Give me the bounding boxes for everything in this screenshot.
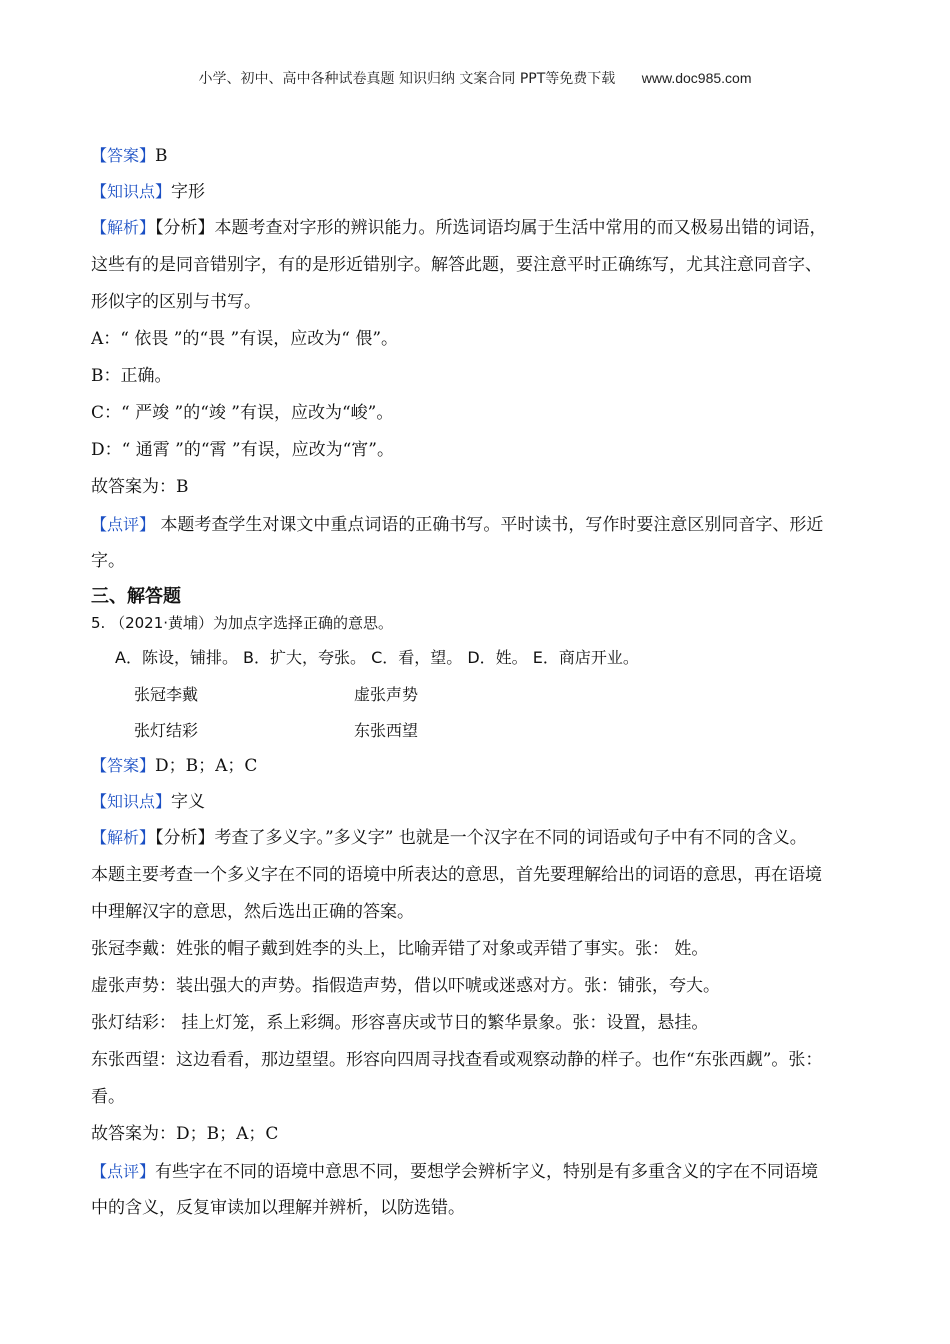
word-start: 东 bbox=[354, 721, 371, 740]
q4-analysis-line-1 bbox=[91, 217, 881, 239]
answer-tag: 【答案】 bbox=[91, 756, 156, 775]
q5-analysis-line-2: 本题主要考查一个多义字在不同的语境中所表达的意思，首先要理解给出的词语的意思，再在语境 bbox=[91, 865, 822, 885]
dotted-char: 张 bbox=[370, 721, 387, 740]
review-text: 有些字在不同的语境中意思不同，要想学会辨析字义，特别是有多重含义的字在不同语境 bbox=[155, 1162, 819, 1182]
q4-knowledge-point bbox=[91, 181, 881, 203]
q5-review-line-1 bbox=[91, 1161, 881, 1183]
review-tag: 【点评】 bbox=[91, 1162, 156, 1181]
word-rest: 灯结彩 bbox=[150, 721, 199, 740]
q4-option-d: D：“ 通霄 ”的“霄 ”有误，应改为“宵”。 bbox=[91, 440, 394, 460]
header-text: 小学、初中、高中各种试卷真题 知识归纳 文案合同 PPT等免费下载 bbox=[198, 71, 616, 87]
q4-review-line-2: 字。 bbox=[91, 551, 125, 571]
word-rest: 西望 bbox=[386, 721, 419, 740]
q4-analysis-line-3: 形似字的区别与书写。 bbox=[91, 292, 261, 312]
q5-word-4 bbox=[354, 720, 574, 742]
knowledge-value: 字形 bbox=[171, 182, 206, 202]
section-heading: 三、解答题 bbox=[91, 586, 181, 607]
q5-explanation-4-line-1: 东张西望：这边看看，那边望望。形容向四周寻找查看或观察动静的样子。也作“东张西觑”。张： bbox=[91, 1050, 823, 1070]
word-rest: 声势 bbox=[386, 685, 419, 704]
dotted-char: 张 bbox=[134, 685, 151, 704]
q5-analysis-line-1 bbox=[91, 827, 891, 849]
q4-option-b: B：正确。 bbox=[91, 366, 172, 386]
answer-value: B bbox=[155, 146, 168, 166]
dotted-char: 张 bbox=[134, 721, 151, 740]
dotted-char: 张 bbox=[370, 685, 387, 704]
q5-conclusion: 故答案为：D；B；A；C bbox=[91, 1124, 279, 1144]
page-header bbox=[0, 68, 950, 88]
word-rest: 冠李戴 bbox=[150, 685, 199, 704]
q5-explanation-1: 张冠李戴：姓张的帽子戴到姓李的头上，比喻弄错了对象或弄错了事实。张： 姓。 bbox=[91, 939, 709, 959]
q4-option-a: A：“ 依畏 ”的“畏 ”有误，应改为“ 偎”。 bbox=[91, 329, 399, 349]
q5-choices: A．陈设，铺排。 B．扩大，夸张。 C．看，望。 D．姓。 E．商店开业。 bbox=[115, 648, 639, 667]
q5-question: 5. （2021·黄埔）为加点字选择正确的意思。 bbox=[91, 614, 394, 632]
analysis-text: 【分析】考查了多义字。”多义字” 也就是一个汉字在不同的词语或句子中有不同的含义。 bbox=[155, 828, 807, 848]
q5-explanation-4-line-2: 看。 bbox=[91, 1087, 125, 1107]
knowledge-tag: 【知识点】 bbox=[91, 792, 172, 811]
q4-option-c: C：“ 严竣 ”的“竣 ”有误，应改为“峻”。 bbox=[91, 403, 394, 423]
q5-word-1 bbox=[134, 684, 354, 706]
analysis-tag: 【解析】 bbox=[91, 218, 156, 237]
answer-value: D；B；A；C bbox=[155, 756, 258, 776]
header-site-link[interactable]: www.doc985.com bbox=[641, 70, 752, 86]
review-tag: 【点评】 bbox=[91, 515, 156, 534]
knowledge-tag: 【知识点】 bbox=[91, 182, 172, 201]
q4-conclusion: 故答案为：B bbox=[91, 477, 189, 497]
q5-knowledge-point bbox=[91, 791, 881, 813]
q5-answer bbox=[91, 755, 881, 777]
review-text: 本题考查学生对课文中重点词语的正确书写。平时读书，写作时要注意区别同音字、形近 bbox=[155, 515, 824, 535]
knowledge-value: 字义 bbox=[171, 792, 206, 812]
q5-explanation-2: 虚张声势：装出强大的声势。指假造声势，借以吓唬或迷惑对方。张：铺张，夸大。 bbox=[91, 976, 720, 996]
analysis-tag: 【解析】 bbox=[91, 828, 156, 847]
answer-tag: 【答案】 bbox=[91, 146, 156, 165]
q5-word-2 bbox=[354, 684, 574, 706]
word-start: 虚 bbox=[354, 685, 371, 704]
q4-answer bbox=[91, 145, 881, 167]
q4-analysis-line-2: 这些有的是同音错别字，有的是形近错别字。解答此题，要注意平时正确练写，尤其注意同音字、 bbox=[91, 255, 822, 275]
q5-word-3 bbox=[134, 720, 354, 742]
q4-review-line-1 bbox=[91, 514, 881, 536]
q5-analysis-line-3: 中理解汉字的意思，然后选出正确的答案。 bbox=[91, 902, 414, 922]
analysis-text: 【分析】本题考查对字形的辨识能力。所选词语均属于生活中常用的而又极易出错的词语， bbox=[155, 218, 827, 238]
q5-explanation-3: 张灯结彩： 挂上灯笼，系上彩绸。形容喜庆或节日的繁华景象。张：设置，悬挂。 bbox=[91, 1013, 709, 1033]
q5-review-line-2: 中的含义，反复审读加以理解并辨析，以防选错。 bbox=[91, 1198, 465, 1218]
